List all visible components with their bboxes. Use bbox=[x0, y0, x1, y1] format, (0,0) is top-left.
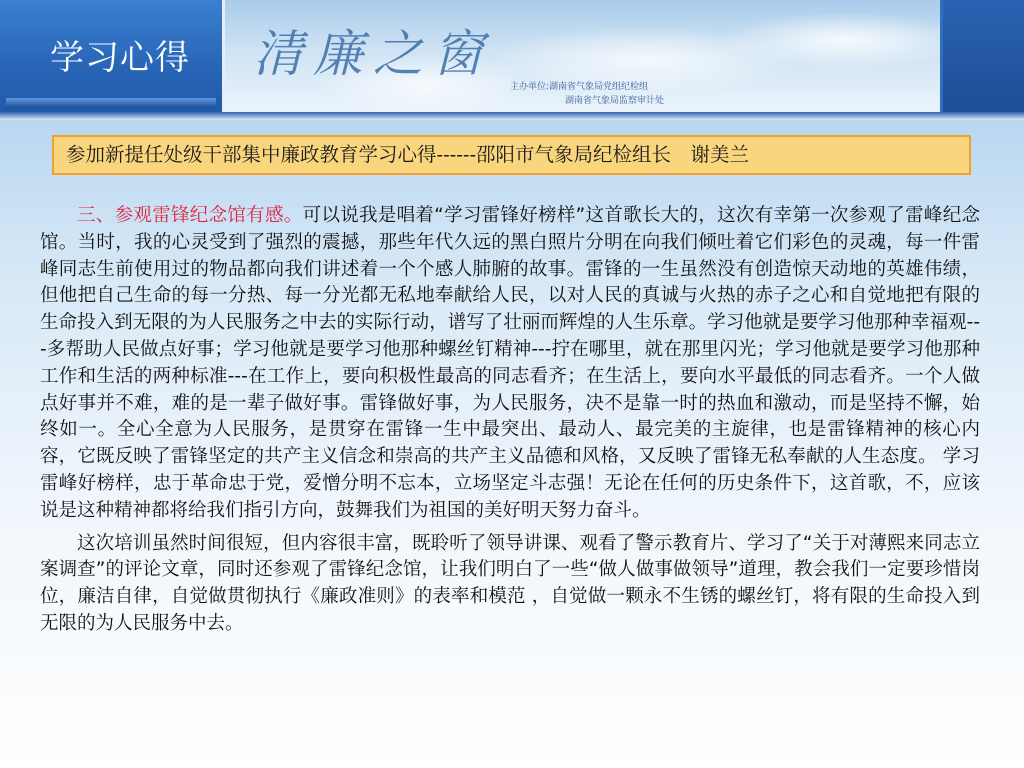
banner-divider bbox=[0, 112, 1024, 120]
sponsor-line-2: 湖南省气象局监察审计处 bbox=[565, 96, 665, 106]
article-body bbox=[40, 203, 980, 638]
paragraph-1-text: 可以说我是唱着“学习雷锋好榜样”这首歌长大的，这次有幸第一次参观了雷峰纪念馆。当时，我的心灵受到了强烈的震撼，那些年代久远的黑白照片分明在向我们倾吐着它们彩色的灵魂，每一件雷峰同志生前使用过的物品都向我们讲述着一个个感人肺腑的故事。雷锋的一生虽然没有创造惊天动地的英雄伟绩，但他把自己生命的每一分热、每一分光都无私地奉献给人民，以对人民的真诚与火热的赤子之心和自觉地把有限的生命投入到无限的为人民服务之中去的实际行动，谱写了壮丽而辉煌的人生乐章。学习他就是要学习他那种幸福观---多帮助人民做点好事；学习他就是要学习他那种螺丝钉精神---拧在哪里，就在那里闪光；学习他就是要学习他那种工作和生活的两种标准---在工作上，要向积极性最高的同志看齐；在生活上，要向水平最低的同志看齐。一个人做点好事并不难，难的是一辈子做好事。雷锋做好事，为人民服务，决不是靠一时的热血和激动，而是坚持不懈，始终如一。全心全意为人民服务，是贯穿在雷锋一生中最突出、最动人、最完美的主旋律，也是雷锋精神的核心内容，它既反映了雷锋坚定的共产主义信念和崇高的共产主义品德和风格，又反映了雷锋无私奉献的人生态度。 学习雷峰好榜样，忠于革命忠于党，爱憎分明不忘本，立场坚定斗志强！无论在任何的历史条件下，这首歌，不，应该说是这种精神都将给我们指引方向，鼓舞我们为祖国的美好明天努力奋斗。 bbox=[40, 205, 980, 521]
paragraph-2: 这次培训虽然时间很短，但内容很丰富，既聆听了领导讲课、观看了警示教育片、学习了“关于对薄熙来同志立案调查”的评论文章，同时还参观了雷锋纪念馆，让我们明白了一些“做人做事做领导”道理，教会我们一定要珍惜岗位，廉洁自律，自觉做贯彻执行《廉政准则》的表率和模范 ，自觉做一颗永不生锈的螺丝钉，将有限的生命投入到无限的为人民服务中去。 bbox=[40, 532, 980, 634]
sponsor-text bbox=[510, 80, 770, 108]
title-stripe bbox=[6, 98, 216, 108]
article-heading: 参加新提任处级干部集中廉政教育学习心得------邵阳市气象局纪检组长 谢美兰 bbox=[52, 135, 971, 175]
section-title: 三、参观雷锋纪念馆有感。 bbox=[77, 205, 303, 226]
header-banner bbox=[0, 0, 1024, 118]
right-color-block bbox=[943, 0, 1024, 118]
sky-banner-image bbox=[225, 0, 940, 112]
paragraph-1 bbox=[40, 203, 980, 525]
slide-title: 学习心得 bbox=[50, 38, 190, 78]
sponsor-line-1: 主办单位:湖南省气象局党组纪检组 bbox=[510, 82, 649, 92]
title-box bbox=[0, 0, 225, 118]
calligraphy-logo: 清廉之窗 bbox=[253, 25, 493, 83]
